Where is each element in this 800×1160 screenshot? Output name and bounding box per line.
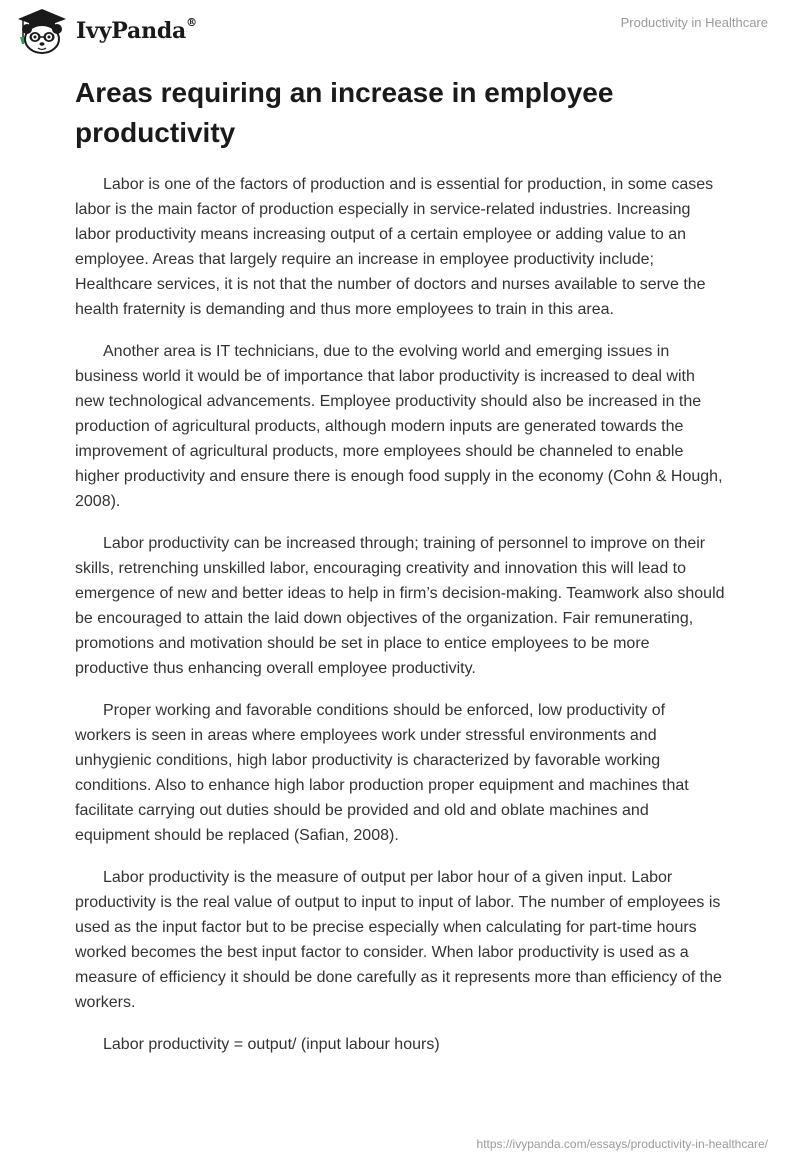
brand-name: IvyPanda® bbox=[76, 16, 197, 44]
paragraph: Another area is IT technicians, due to the evolving world and emerging issues in business world it would be of importance that labor productivity is increased to deal with new technological advancements. Employee productivity should also be increased in the production of agricultural products, although modern inputs are generated towards the improvement of agricultural products, more employees should be channeled to enable higher productivity and ensure there is enough food supply in the economy (Cohn & Hough, 2008). bbox=[75, 343, 723, 510]
registered-mark: ® bbox=[186, 16, 197, 29]
section-heading: Areas requiring an increase in employee productivity bbox=[75, 77, 614, 148]
paragraph: Labor productivity is the measure of output per labor hour of a given input. Labor productivity is the real value of output to input to input of labor. The number of employees is used as the input factor but to be precise especially when calculating for part-time hours worked becomes the best input factor to consider. When labor productivity is used as a measure of efficiency it should be done carefully as it represents more than efficiency of the workers. bbox=[75, 869, 722, 1011]
panda-graduate-icon bbox=[14, 6, 70, 56]
paragraph: Labor productivity can be increased through; training of personnel to improve on their skills, retrenching unskilled labor, encouraging creativity and innovation this will lead to emergence of new and better ideas to help in firm’s decision-making. Teamwork also should be encouraged to attain the laid down objectives of the organization. Fair remunerating, promotions and motivation should be set in place to entice employees to be more productive thus enhancing overall employee productivity. bbox=[75, 535, 725, 677]
article-body bbox=[75, 172, 725, 1074]
paragraph: Labor is one of the factors of production and is essential for production, in some cases labor is the main factor of production especially in service-related industries. Increasing labor productivity means increasing output of a certain employee or adding value to an employee. Areas that largely require an increase in employee productivity include; Healthcare services, it is not that the number of doctors and nurses available to serve the health fraternity is demanding and thus more employees to train in this area. bbox=[75, 176, 714, 318]
source-url[interactable]: https://ivypanda.com/essays/productivity-in-healthcare/ bbox=[476, 1137, 768, 1151]
formula-paragraph: Labor productivity = output/ (input labour hours) bbox=[103, 1036, 440, 1053]
paragraph: Proper working and favorable conditions should be enforced, low productivity of workers is seen in areas where employees work under stressful environments and unhygienic conditions, high labor productivity is characterized by favorable working conditions. Also to enhance high labor production proper equipment and machines that facilitate carrying out duties should be provided and old and oblate machines and equipment should be replaced (Safian, 2008). bbox=[75, 702, 689, 844]
ivypanda-logo[interactable] bbox=[14, 6, 197, 56]
document-title: Productivity in Healthcare bbox=[620, 15, 768, 30]
page-header bbox=[0, 0, 800, 64]
